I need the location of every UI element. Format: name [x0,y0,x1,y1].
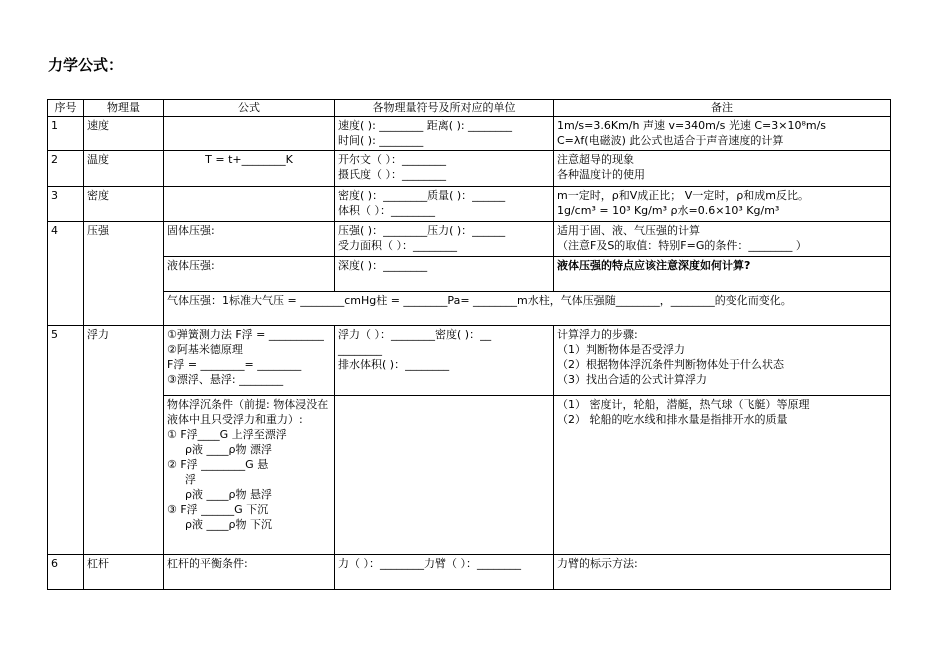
table-row [48,187,891,222]
row-formula [164,187,335,222]
row-quantity: 压强 [84,222,164,326]
notes-line: （1） 密度计，轮船，潜艇，热气球（飞艇）等原理 [557,398,810,411]
row-quantity: 浮力 [84,326,164,555]
table-row [48,151,891,187]
condition-line: ρ液 ____ρ物 悬浮 [185,488,272,501]
row-units [335,257,554,292]
units-line: 速度( ): ________ 距离( ): ________ [338,119,513,132]
formula-line: ②阿基米德原理 [167,343,243,356]
condition-line: ② F浮 ________G 悬 [167,458,269,471]
row-number: 1 [48,117,84,151]
row-units [335,396,554,555]
table-row [48,326,891,396]
row-quantity: 温度 [84,151,164,187]
condition-line: ρ液 ____ρ物 下沉 [185,518,272,531]
row-quantity: 杠杆 [84,555,164,590]
table-row [48,117,891,151]
row-formula: T = t+________K [164,151,335,187]
condition-line: ① F浮____G 上浮至漂浮 [167,428,287,441]
units-line: 密度( )：________质量( )：______ [338,189,506,202]
row-number: 4 [48,222,84,326]
row-number: 6 [48,555,84,590]
header-formula: 公式 [164,100,335,117]
page-title: 力学公式： [48,56,124,74]
row-units [335,187,554,222]
gas-pressure-cell: 气体压强：1标准大气压 = ________cmHg柱 = ________Pa= ________m水柱，气体压强随________，________的变化而变化。 [164,292,891,326]
header-units: 各物理量符号及所对应的单位 [335,100,554,117]
formula-table [47,99,891,590]
formula-line: F浮 = ________= ________ [167,358,302,371]
row-units [335,222,554,257]
row-notes [554,117,891,151]
liquid-pressure-formula: 液体压强: [164,257,335,292]
formula-line: ③漂浮、悬浮: ________ [167,373,284,386]
notes-line: （2）根据物体浮沉条件判断物体处于什么状态 [557,358,784,371]
notes-line: C=λf(电磁波) 此公式也适合于声音速度的计算 [557,134,784,147]
units-line: 压强( )：________压力( )：______ [338,224,506,237]
condition-line: ρ液 ____ρ物 漂浮 [185,443,272,456]
units-line: 时间( ): ________ [338,134,424,147]
notes-line: （2） 轮船的吃水线和排水量是指排开水的质量 [557,413,788,426]
header-quantity: 物理量 [84,100,164,117]
row-number: 5 [48,326,84,555]
solid-pressure-formula: 固体压强: [164,222,335,257]
notes-line: （3）找出合适的公式计算浮力 [557,373,707,386]
units-line: 摄氏度（ ）：________ [338,168,446,181]
header-number: 序号 [48,100,84,117]
row-notes [554,396,891,555]
notes-line: 1m/s=3.6Km/h 声速 v=340m/s 光速 C=3×10⁸m/s [557,119,827,132]
conditions-intro: 物体浮沉条件（前提: 物体浸没在液体中且只受浮力和重力）: [167,398,329,426]
notes-line: 各种温度计的使用 [557,168,645,181]
units-line: 浮力（ ）：________密度( )：__ [338,328,492,341]
table-row [48,222,891,257]
row-notes [554,257,891,292]
table-row [48,396,891,555]
row-number: 3 [48,187,84,222]
units-line: 深度( )：________ [338,259,428,272]
row-quantity: 密度 [84,187,164,222]
condition-line: 浮 [185,473,196,486]
row-units [335,326,554,396]
row-formula: 杠杆的平衡条件: [164,555,335,590]
row-notes [554,151,891,187]
notes-line: 1g/cm³ = 10³ Kg/m³ ρ水=0.6×10³ Kg/m³ [557,204,780,217]
notes-line: 适用于固、液、气压强的计算 [557,224,700,237]
units-line: 体积（ ）：________ [338,204,435,217]
units-line: 开尔文（ ）：________ [338,153,446,166]
table-row [48,292,891,326]
row-units [335,151,554,187]
table-row [48,555,891,590]
row-formula [164,117,335,151]
row-quantity: 速度 [84,117,164,151]
row-units [335,117,554,151]
notes-line: 计算浮力的步骤: [557,328,638,341]
notes-line: （1）判断物体是否受浮力 [557,343,685,356]
row-notes [554,222,891,257]
header-notes: 备注 [554,100,891,117]
condition-line: ③ F浮 ______G 下沉 [167,503,269,516]
row-notes: 力臂的标示方法: [554,555,891,590]
notes-line: 注意超导的现象 [557,153,634,166]
float-sink-conditions [164,396,335,555]
units-line: ________ [338,343,382,356]
buoyancy-formula [164,326,335,396]
row-units: 力（ ）：________力臂（ ）：________ [335,555,554,590]
formula-line: ①弹簧测力法 F浮 = __________ [167,328,324,341]
table-header-row [48,100,891,117]
notes-line: （注意F及S的取值：特别F=G的条件：________ ） [557,239,807,252]
row-notes [554,326,891,396]
units-line: 排水体积( )：________ [338,358,450,371]
row-number: 2 [48,151,84,187]
units-line: 受力面积（ ）：________ [338,239,457,252]
notes-line: 液体压强的特点应该注意深度如何计算? [557,259,751,272]
notes-line: m一定时，ρ和V成正比； V一定时，ρ和成m反比。 [557,189,809,202]
row-notes [554,187,891,222]
table-row [48,257,891,292]
